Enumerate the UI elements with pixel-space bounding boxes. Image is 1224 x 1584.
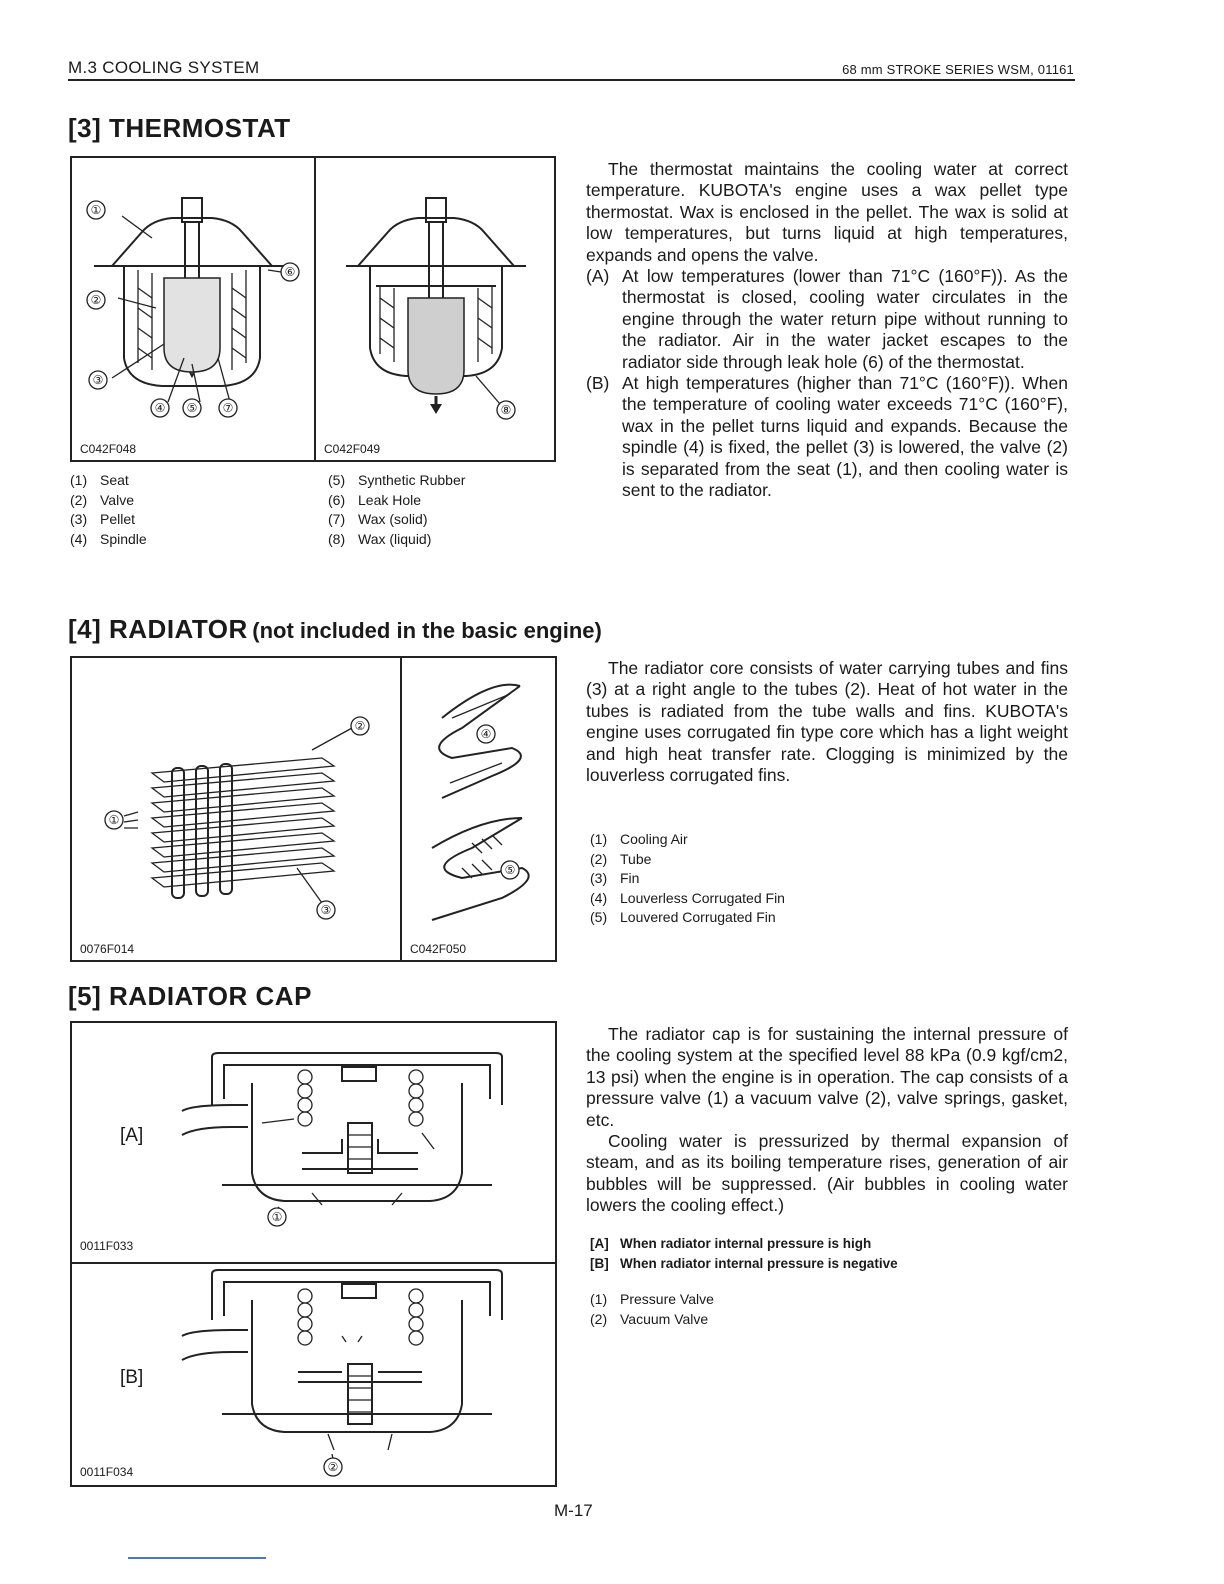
svg-text:②: ②	[90, 293, 102, 307]
svg-text:②: ②	[327, 1460, 339, 1474]
legend-item: (1) Pressure Valve	[590, 1291, 714, 1307]
radiator-cap-figure	[70, 1021, 557, 1487]
svg-text:④: ④	[480, 727, 492, 741]
cap-pressure-callouts	[72, 1023, 557, 1259]
svg-text:①: ①	[90, 203, 102, 217]
cap-label-a: [A]	[120, 1125, 144, 1146]
radiator-title: [4] RADIATOR	[68, 614, 248, 644]
cap-fig-top-code: 0011F033	[80, 1239, 134, 1253]
callout-6	[281, 263, 299, 281]
legend-item: [B] When radiator internal pressure is negative	[590, 1255, 898, 1271]
callout-5	[501, 861, 519, 879]
thermostat-figure	[70, 156, 556, 462]
svg-text:⑧: ⑧	[500, 403, 512, 417]
callout-8	[497, 401, 515, 419]
callout-1	[105, 811, 123, 829]
svg-text:③: ③	[320, 903, 332, 917]
header-section: M.3 COOLING SYSTEM	[68, 58, 260, 77]
legend-item: (5) Louvered Corrugated Fin	[590, 909, 776, 926]
thermostat-item-b: (B) At high temperatures (higher than 71°C (160°F)). When the temperature of cooling water exceeds 71°C (160°F), wax in the pellet turns liquid and expands. Because the spindle (4) is fixed, the pellet (3) is lowered, the valve (2) is separated from the seat (1), and then cooling water is sent to the radiator.	[586, 373, 1068, 501]
callout-1	[268, 1208, 286, 1226]
radiator-figure	[70, 656, 557, 962]
cap-body-2: Cooling water is pressurized by thermal expansion of steam, and as its boiling temperature rises, generation of air bubbles will be suppressed. (Air bubbles in cooling water lowers the cooling effect.)	[586, 1131, 1068, 1216]
callout-1	[87, 201, 105, 219]
callout-3	[89, 371, 107, 389]
radiator-core-callouts	[72, 658, 398, 958]
thermostat-legend-right	[328, 471, 558, 549]
legend-item: (1) Seat	[70, 472, 129, 488]
svg-text:⑦: ⑦	[222, 401, 234, 415]
callout-4	[477, 725, 495, 743]
thermostat-intro: The thermostat maintains the cooling water at correct temperature. KUBOTA's engine uses a wax pellet type thermostat. Wax is enclosed in the pellet. The wax is solid at low temperatures, but turns liquid at high temperatures, expands and opens the valve.	[586, 159, 1068, 265]
svg-text:①: ①	[108, 813, 120, 827]
svg-text:②: ②	[354, 719, 366, 733]
thermostat-item-a: (A) At low temperatures (lower than 71°C (160°F)). As the thermostat is closed, cooling water circulates in the engine through the water return pipe without running to the radiator. Air in the water jacket escapes to the radiator side through leak hole (6) of the thermostat.	[586, 266, 1068, 372]
radiator-legend	[590, 830, 1060, 928]
legend-item: [A] When radiator internal pressure is high	[590, 1236, 872, 1251]
callout-3	[317, 901, 335, 919]
legend-item: (8) Wax (liquid)	[328, 530, 432, 547]
thermostat-title: [3] THERMOSTAT	[68, 113, 291, 143]
radiator-heading	[68, 614, 602, 645]
header-rule	[68, 79, 1075, 81]
legend-item: (4) Spindle	[70, 530, 147, 547]
legend-item: (7) Wax (solid)	[328, 511, 428, 528]
legend-item: (6) Leak Hole	[328, 491, 422, 508]
cap-fig-bottom-code: 0011F034	[80, 1465, 134, 1479]
svg-text:①: ①	[271, 1210, 283, 1224]
callout-5	[183, 399, 201, 417]
callout-2	[324, 1458, 342, 1476]
callout-4	[151, 399, 169, 417]
svg-text:④: ④	[154, 401, 166, 415]
thermostat-fig-left-code: C042F048	[80, 442, 137, 456]
radiator-description: The radiator core consists of water carrying tubes and fins (3) at a right angle to the tubes (2). Heat of hot water in the tubes is radiated from the tube walls and fins. KUBOTA's engine uses corrugated fin type core which has a light weight and high heat transfer rate. Clogging is minimized by the louverless corrugated fins.	[586, 658, 1068, 786]
legend-item: (1) Cooling Air	[590, 831, 688, 847]
svg-text:⑤: ⑤	[504, 863, 516, 877]
cap-legend-parts	[590, 1290, 1060, 1329]
callout-2	[351, 717, 369, 735]
callout-7	[219, 399, 237, 417]
thermostat-right-callouts	[316, 158, 556, 438]
legend-item: (3) Pellet	[70, 511, 136, 528]
svg-text:⑥: ⑥	[284, 265, 296, 279]
cap-vacuum-callouts	[72, 1264, 557, 1486]
thermostat-fig-right-code: C042F049	[324, 442, 381, 456]
thermostat-description	[586, 159, 1068, 502]
legend-item: (3) Fin	[590, 870, 640, 887]
radiator-fin-callouts	[402, 658, 557, 958]
legend-item: (5) Synthetic Rubber	[328, 472, 466, 488]
thermostat-legend-left	[70, 471, 300, 549]
legend-item: (2) Tube	[590, 850, 652, 867]
svg-text:⑤: ⑤	[186, 401, 198, 415]
page-number: M-17	[554, 1501, 593, 1520]
cap-body-1: The radiator cap is for sustaining the internal pressure of the cooling system at the specified level 88 kPa (0.9 kgf/cm2, 13 psi) when the engine is in operation. The cap consists of a pressure valve (1) a vacuum valve (2), valve springs, gasket, etc.	[586, 1024, 1068, 1130]
cap-label-b: [B]	[120, 1367, 144, 1388]
radiator-cap-title: [5] RADIATOR CAP	[68, 981, 312, 1011]
cap-legend-conditions	[590, 1234, 1060, 1273]
radiator-fig-right-code: C042F050	[410, 942, 467, 956]
header-series: 68 mm STROKE SERIES WSM, 01161	[842, 62, 1074, 77]
legend-item: (2) Valve	[70, 491, 134, 508]
legend-item: (4) Louverless Corrugated Fin	[590, 889, 785, 906]
radiator-subtitle: (not included in the basic engine)	[252, 618, 602, 643]
thermostat-left-callouts	[72, 158, 312, 438]
svg-text:③: ③	[92, 373, 104, 387]
footer-line	[128, 1557, 266, 1559]
radiator-cap-description	[586, 1024, 1068, 1217]
radiator-fig-left-code: 0076F014	[80, 942, 135, 956]
legend-item: (2) Vacuum Valve	[590, 1310, 709, 1327]
callout-2	[87, 291, 105, 309]
